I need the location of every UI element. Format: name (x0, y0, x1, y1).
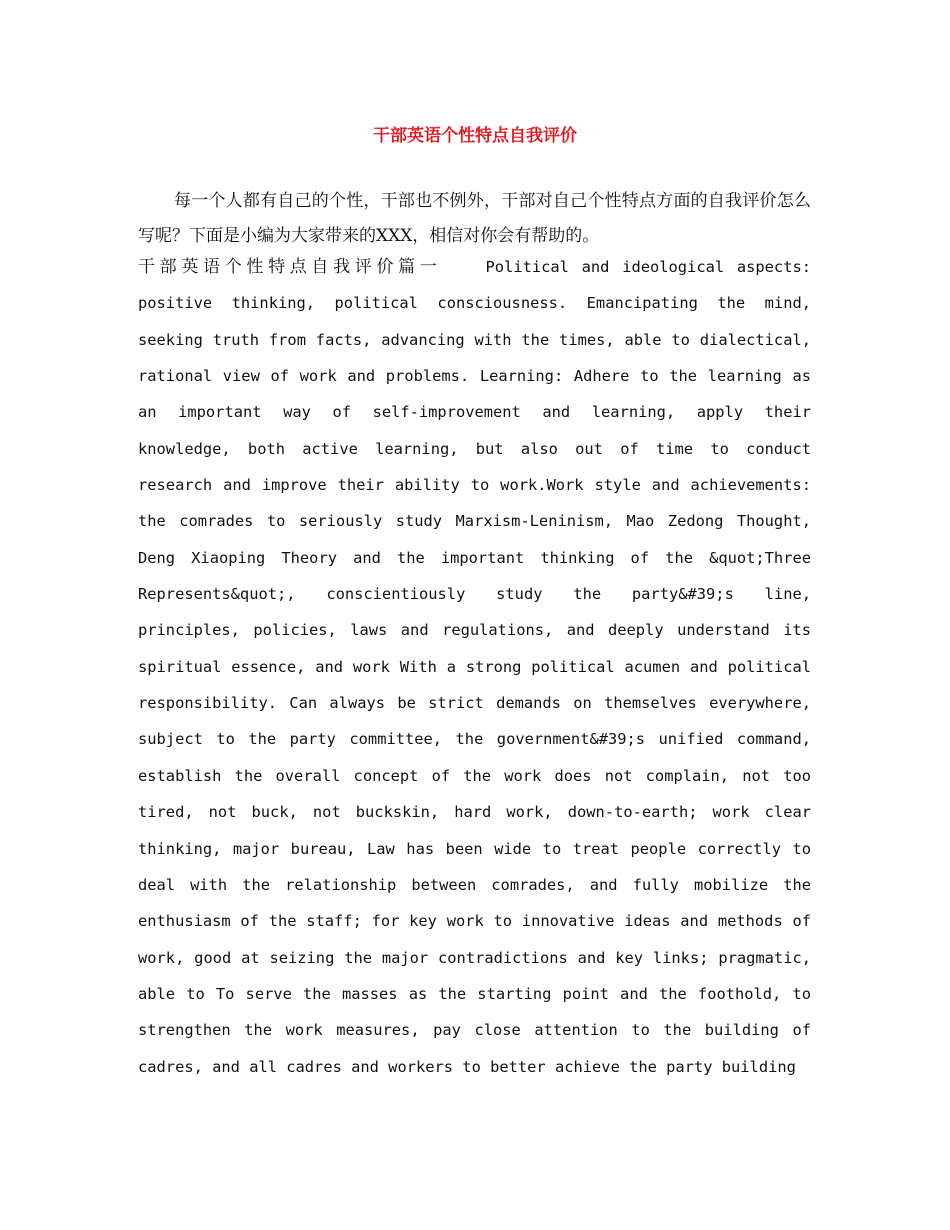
body-paragraph (138, 249, 811, 1085)
intro-paragraph: 每一个人都有自己的个性，干部也不例外，干部对自己个性特点方面的自我评价怎么写呢？下面是小编为大家带来的XXX，相信对你会有帮助的。 (138, 191, 811, 246)
section-heading: 干部英语个性特点自我评价篇一 (138, 257, 442, 277)
document-title: 干部英语个性特点自我评价 (373, 126, 577, 146)
body-text: Political and ideological aspects: positive thinking, political consciousness. Emancipating the mind, seeking truth from facts, advancing with the times, able to dialectical, rational view of work and problems. Learning: Adhere to the learning as an important way of self-improvement and learning, apply their knowledge, both active learning, but also out of time to conduct research and improve their ability to work.Work style and achievements: the comrades to seriously study Marxism-Leninism, Mao Zedong Thought, Deng Xiaoping Theory and the important thinking of the &quot;Three Represents&quot;, conscientiously study the party&#39;s line, principles, policies, laws and regulations, and deeply understand its spiritual essence, and work With a strong political acumen and political responsibility. Can always be strict demands on themselves everywhere, subject to the party committee, the government&#39;s unified command, establish the overall concept of the work does not complain, not too tired, not buck, not buckskin, hard work, down-to-earth; work clear thinking, major bureau, Law has been wide to treat people correctly to deal with the relationship between comrades, and fully mobilize the enthusiasm of the staff; for key work to innovative ideas and methods of work, good at seizing the major contradictions and key links; pragmatic, able to To serve the masses as the starting point and the foothold, to strengthen the work measures, pay close attention to the building of cadres, and all cadres and workers to better achieve the party building (138, 258, 811, 1076)
